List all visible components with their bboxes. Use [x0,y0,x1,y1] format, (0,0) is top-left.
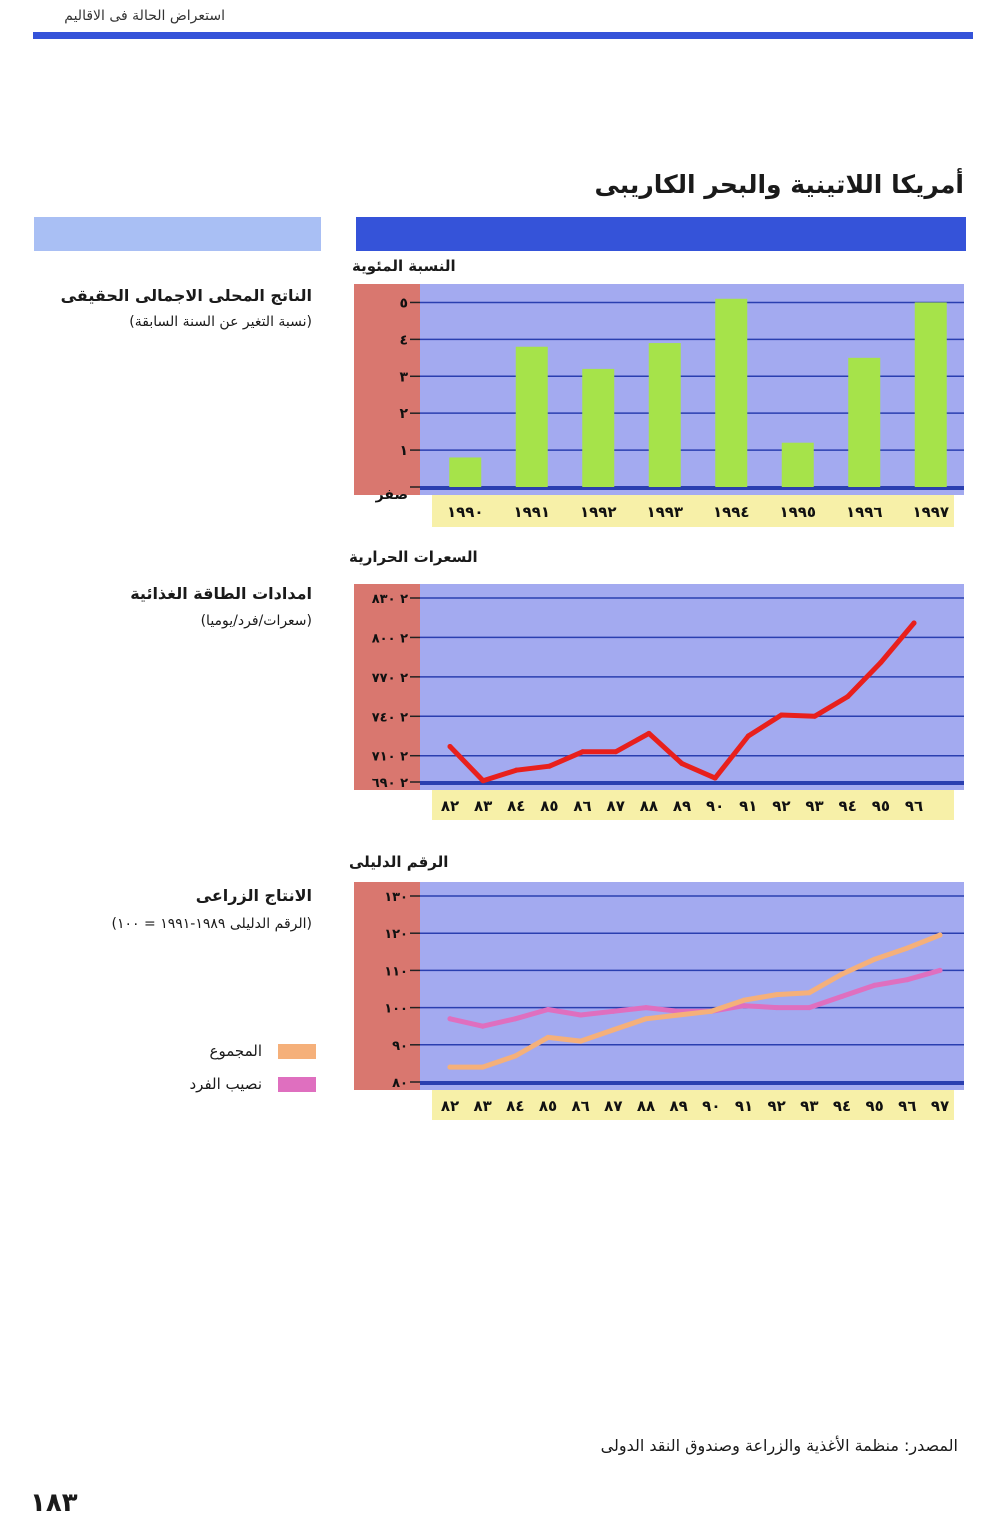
energy-series-line-point [713,776,718,781]
x-tick-label: ٨٨ [639,797,659,815]
y-tick-label: ٢ ٧١٠ [371,749,408,765]
x-tick-label: ١٩٩٥ [779,503,817,521]
total-series-line-point [480,1065,485,1070]
energy-series-line-point [746,734,751,739]
energy-series-line-point [580,749,585,754]
y-tick-label: ١٢٠ [384,927,408,943]
agri-chart-subtitle: (الرقم الدليلى ١٩٨٩-١٩٩١ = ١٠٠) [111,916,312,932]
bar [915,302,947,487]
bar [516,347,548,487]
legend-per-capita-label: نصيب الفرد [189,1075,262,1093]
y-tick-label: ٤ [399,332,408,349]
x-tick-label: ٨٧ [604,1097,623,1115]
x-tick-label: ٩٣ [800,1097,819,1115]
x-tick-label: ٨٢ [440,797,460,815]
x-tick-label: ٨٤ [506,1097,525,1115]
per-capita-series-line-point [480,1024,485,1029]
x-tick-label: ٨٤ [507,797,526,815]
x-tick-label: ٩٣ [805,797,824,815]
gdp-chart-title: الناتج المحلى الاجمالى الحقيقى [60,286,312,305]
source-note: المصدر: منظمة الأغذية والزراعة وصندوق النقد الدولى [600,1436,958,1455]
x-tick-label: ٨٥ [540,797,559,815]
energy-series-line-point [845,694,850,699]
y-tick-label: ٢ ٨٠٠ [371,631,408,647]
per-capita-series-line-point [742,1003,747,1008]
per-capita-series-line-point [513,1016,518,1021]
x-tick-label: ٩٢ [767,1097,786,1115]
y-tick-label: ٢ ٧٤٠ [371,710,408,726]
x-tick-label: ٩٦ [898,1097,917,1115]
per-capita-series-line-point [644,1005,649,1010]
bar [582,369,614,487]
y-tick-label: ١ [399,443,408,460]
side-band [34,217,321,251]
y-tick-label: ٣ [399,369,408,386]
bar [715,299,747,487]
top-rule [33,32,973,39]
legend-per-capita-swatch [278,1077,316,1092]
x-tick-label: ٩٤ [832,1097,852,1115]
x-tick-label: ٨٦ [573,797,592,815]
x-tick-label: ٩٠ [702,1097,721,1115]
energy-series-line-point [547,764,552,769]
per-capita-series-line-point [578,1013,583,1018]
energy-series-line-point [646,731,651,736]
section-title: أمريكا اللاتينية والبحر الكاريبى [594,170,964,199]
bar [782,443,814,487]
agri-production-line-chart [350,878,970,1123]
per-capita-series-line-point [774,1005,779,1010]
per-capita-series-line-point [905,977,910,982]
total-series-line-point [448,1065,453,1070]
gdp-unit-label: النسبة المئوية [352,257,456,275]
legend-total-swatch [278,1044,316,1059]
energy-series-line-point [613,749,618,754]
agri-unit-label: الرقم الدليلى [349,853,449,871]
x-tick-label: ٨٩ [672,797,692,815]
energy-series-line-point [448,744,453,749]
x-tick-label: ١٩٩١ [513,503,551,521]
x-tick-label: ٨٣ [473,1097,492,1115]
x-tick-label: ٨٣ [473,797,493,815]
y-tick-label: ٢ [399,406,408,423]
x-tick-label: ٩٧ [930,1097,950,1115]
energy-chart-title: امدادات الطاقة الغذائية [130,584,312,603]
food-energy-line-chart [350,580,970,825]
per-capita-series-line-point [546,1007,551,1012]
y-tick-label: ٥ [399,295,408,312]
energy-chart-subtitle: (سعرات/فرد/يوميا) [200,613,312,629]
total-series-line-point [840,972,845,977]
energy-series-line-point [481,778,486,783]
x-tick-label: ٩١ [739,797,758,815]
total-series-line-point [742,998,747,1003]
bar [449,457,481,487]
x-tick-label: ٨٧ [606,797,625,815]
x-tick-label: ٨٥ [538,1097,558,1115]
header-band [356,217,966,251]
y-tick-label: ١٠٠ [384,1001,408,1017]
bar [848,358,880,487]
y-tick-label: ٢ ٨٣٠ [371,592,408,607]
gdp-chart-subtitle: (نسبة التغير عن السنة السابقة) [129,314,312,330]
x-tick-label: ٩٤ [838,797,857,815]
x-tick-label: ١٩٩٠ [446,503,484,521]
x-tick-label: ١٩٩٧ [912,503,950,521]
per-capita-series-line-point [611,1009,616,1014]
x-tick-label: ٩٥ [865,1097,884,1115]
per-capita-series-line-point [840,994,845,999]
x-tick-label: ٩٢ [772,797,791,815]
total-series-line-point [546,1035,551,1040]
x-tick-label: ١٩٩٢ [579,503,617,521]
total-series-line-point [611,1027,616,1032]
x-tick-label: ٩٥ [871,797,891,815]
total-series-line-point [905,946,910,951]
energy-series-line-point [514,768,519,773]
x-tick-label: ٩٦ [904,797,924,815]
legend-total-label: المجموع [209,1042,262,1060]
x-tick-label: ١٩٩٦ [845,503,883,521]
y-axis-strip [354,882,420,1090]
energy-series-line-point [912,620,917,625]
total-series-line-point [578,1039,583,1044]
x-tick-label: ٨٨ [636,1097,656,1115]
y-tick-label: ١٣٠ [384,890,408,905]
energy-series-line-point [878,660,883,665]
y-tick-label: صفر [375,487,408,503]
plot-area [354,584,964,790]
y-tick-label: ٩٠ [392,1038,408,1054]
total-series-line-point [676,1013,681,1018]
agri-chart-title: الانتاج الزراعى [195,886,312,905]
total-series-line-point [938,933,943,938]
y-tick-label: ١١٠ [384,964,408,980]
running-head: استعراض الحالة فى الاقاليم [64,8,225,24]
x-tick-label: ١٩٩٤ [712,503,750,521]
x-tick-label: ٨٦ [571,1097,590,1115]
x-tick-label: ٨٩ [669,1097,688,1115]
y-tick-label: ٨٠ [392,1076,408,1091]
x-tick-label: ٩٠ [705,797,725,815]
energy-series-line-point [812,714,817,719]
page-number: ١٨٣ [30,1488,78,1518]
y-axis-strip [354,284,420,495]
x-tick-label: ٨٢ [440,1097,460,1115]
y-tick-label: ٢ ٧٧٠ [371,670,408,686]
total-series-line-point [709,1009,714,1014]
total-series-line-point [774,992,779,997]
total-series-line-point [513,1053,518,1058]
energy-series-line-point [680,761,685,766]
total-series-line-point [872,957,877,962]
x-tick-label: ٩١ [734,1097,754,1115]
gdp-bar-chart [350,280,970,530]
total-series-line-point [807,990,812,995]
energy-series-line-point [779,712,784,717]
per-capita-series-line-point [448,1016,453,1021]
per-capita-series-line-point [872,983,877,988]
y-tick-label: ٢ ٦٩٠ [371,776,408,791]
bar [649,343,681,487]
per-capita-series-line-point [807,1005,812,1010]
energy-unit-label: السعرات الحرارية [349,548,478,566]
per-capita-series-line-point [938,968,943,973]
total-series-line-point [644,1016,649,1021]
x-tick-label: ١٩٩٣ [646,503,684,521]
